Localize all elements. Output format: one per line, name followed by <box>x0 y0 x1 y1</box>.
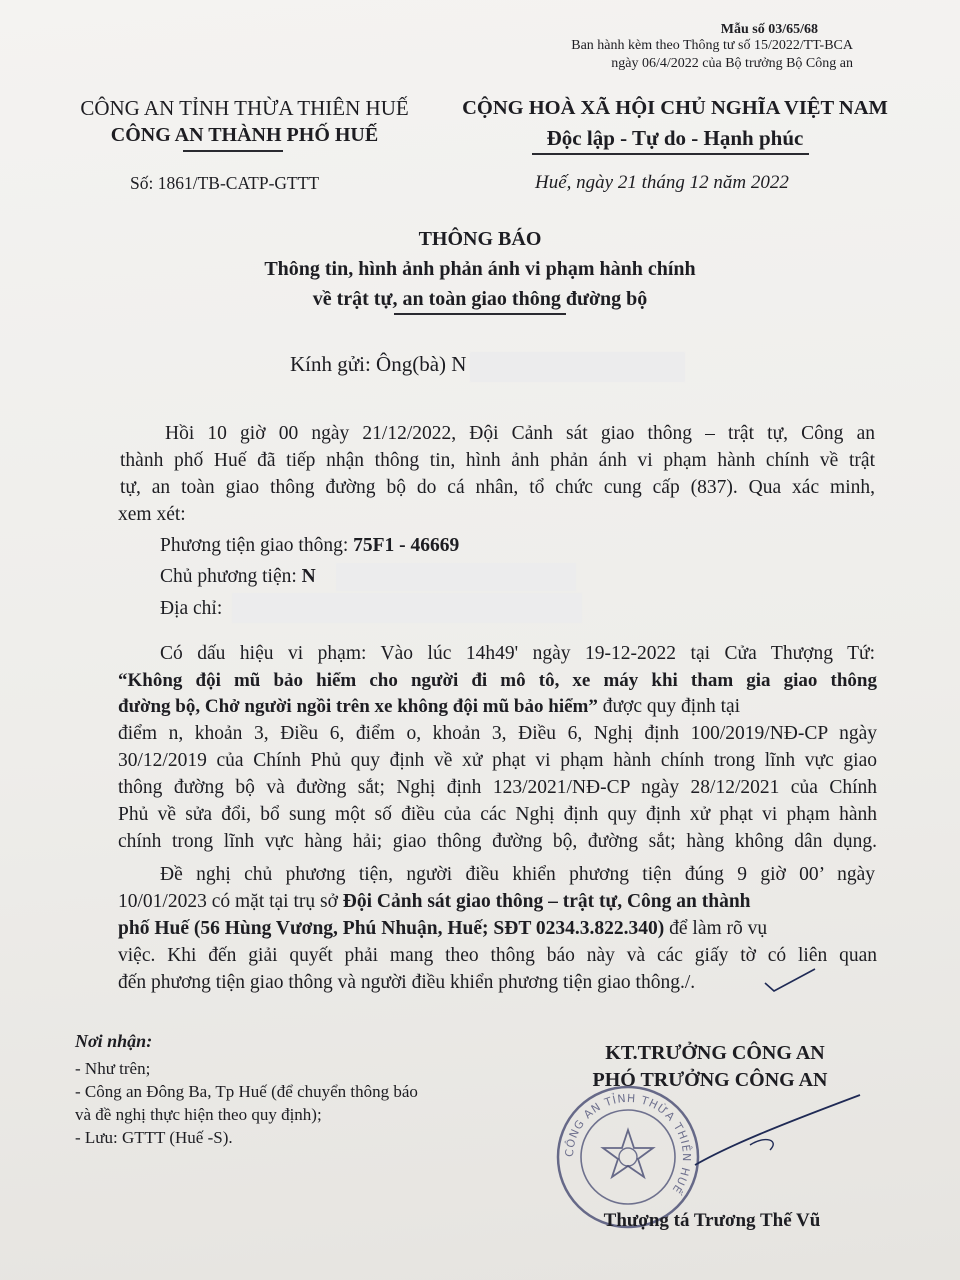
violation-line: thông đường bộ và đường sắt; Nghị định 123/2021/NĐ-CP ngày 28/12/2021 của Chính <box>118 777 877 798</box>
agency-name: CÔNG AN THÀNH PHỐ HUẾ <box>110 124 379 146</box>
request-line: việc. Khi đến giải quyết phải mang theo thông báo này và các giấy tờ có liên quan <box>118 945 877 966</box>
document-reference: Số: 1861/TB-CATP-GTTT <box>130 173 320 193</box>
violation-line: điểm n, khoản 3, Điều 6, điểm o, khoản 3, Điều 6, Nghị định 100/2019/NĐ-CP ngày <box>118 723 877 744</box>
signature-title-2: PHÓ TRƯỞNG CÔNG AN <box>592 1069 828 1091</box>
violation-line: chính trong lĩnh vực hàng hải; giao thông đường bộ, đường sắt; hàng không dân dụng. <box>118 831 877 852</box>
form-issued-line1: Ban hành kèm theo Thông tư số 15/2022/TT-BCA <box>571 38 853 53</box>
recipient-item: - Công an Đông Ba, Tp Huế (để chuyển thông báo <box>75 1082 418 1101</box>
notice-subtitle-1: Thông tin, hình ảnh phản ánh vi phạm hành chính <box>264 258 696 280</box>
request-line: Đề nghị chủ phương tiện, người điều khiển phương tiện đúng 9 giờ 00’ ngày <box>160 864 875 885</box>
stamp-ring-text: CÔNG AN TỈNH THỪA THIÊN HUẾ <box>562 1091 694 1197</box>
violation-line: 30/12/2019 của Chính Phủ quy định về xử phạt vi phạm hành chính trong lĩnh vực giao <box>118 750 877 771</box>
national-title: CỘNG HOÀ XÃ HỘI CHỦ NGHĨA VIỆT NAM <box>462 97 888 119</box>
motto-underline <box>532 153 809 155</box>
signer-name: Thượng tá Trương Thế Vũ <box>603 1210 821 1231</box>
request-text: để làm rõ vụ <box>664 918 768 939</box>
form-issued-line2: ngày 06/4/2022 của Bộ trưởng Bộ Công an <box>611 56 853 71</box>
violation-tail: được quy định tại <box>597 696 741 717</box>
violation-line-2 <box>118 696 740 718</box>
national-motto: Độc lập - Tự do - Hạnh phúc <box>546 126 804 150</box>
violation-line: Có dấu hiệu vi phạm: Vào lúc 14h49' ngày 19-12-2022 tại Cửa Thượng Tứ: <box>160 643 875 664</box>
violation-bold-line: “Không đội mũ bảo hiểm cho người đi mô tô, xe máy khi tham gia giao thông <box>118 670 877 691</box>
owner-initial: N <box>301 566 316 587</box>
handwritten-checkmark <box>760 965 820 995</box>
subtitle-underline <box>394 313 566 315</box>
owner-line <box>160 566 316 588</box>
request-unit-name: Đội Cảnh sát giao thông – trật tự, Công an thành <box>342 891 751 912</box>
vehicle-line <box>160 535 459 557</box>
document-date: Huế, ngày 21 tháng 12 năm 2022 <box>535 172 789 193</box>
recipients-heading: Nơi nhận: <box>75 1031 153 1051</box>
request-address: phố Huế (56 Hùng Vương, Phú Nhuận, Huế; SĐT 0234.3.822.340) <box>118 918 665 939</box>
vehicle-label: Phương tiện giao thông: <box>160 535 354 556</box>
intro-line: Hồi 10 giờ 00 ngày 21/12/2022, Đội Cảnh sát giao thông – trật tự, Công an <box>165 423 875 444</box>
request-line-2 <box>118 891 751 913</box>
violation-bold-text: đường bộ, Chở người ngồi trên xe không đội mũ bảo hiểm” <box>118 696 598 717</box>
signature-title-1: KT.TRƯỞNG CÔNG AN <box>605 1042 825 1064</box>
redacted-address <box>232 593 582 623</box>
salutation: Kính gửi: Ông(bà) N <box>290 352 467 376</box>
recipient-item: - Như trên; <box>75 1059 151 1078</box>
violation-line: Phủ về sửa đổi, bổ sung một số điều của các Nghị định quy định xử phạt vi phạm hành <box>118 804 877 825</box>
recipient-item: và đề nghị thực hiện theo quy định); <box>75 1105 322 1124</box>
intro-line: tự, an toàn giao thông đường bộ do cá nhân, tổ chức cung cấp (837). Qua xác minh, <box>120 477 875 498</box>
intro-line: thành phố Huế đã tiếp nhận thông tin, hình ảnh phản ánh vi phạm hành chính về trật <box>120 450 875 471</box>
agency-underline <box>183 150 283 152</box>
intro-line: xem xét: <box>118 504 186 525</box>
handwritten-signature <box>690 1085 870 1175</box>
address-label: Địa chỉ: <box>160 598 223 619</box>
vehicle-plate: 75F1 - 46669 <box>353 535 460 556</box>
redacted-recipient-name <box>470 352 685 382</box>
recipient-item: - Lưu: GTTT (Huế -S). <box>75 1128 233 1147</box>
owner-label: Chủ phương tiện: <box>160 566 302 587</box>
redacted-owner-name <box>336 563 576 591</box>
form-number: Mẫu số 03/65/68 <box>720 22 818 37</box>
request-line: đến phương tiện giao thông và người điều khiển phương tiện giao thông./. <box>118 972 696 993</box>
agency-parent: CÔNG AN TỈNH THỪA THIÊN HUẾ <box>80 96 409 120</box>
notice-title: THÔNG BÁO <box>418 228 542 250</box>
request-line-3 <box>118 918 767 940</box>
request-text: 10/01/2023 có mặt tại trụ sở <box>118 891 343 912</box>
notice-subtitle-2: về trật tự, an toàn giao thông đường bộ <box>312 288 648 310</box>
